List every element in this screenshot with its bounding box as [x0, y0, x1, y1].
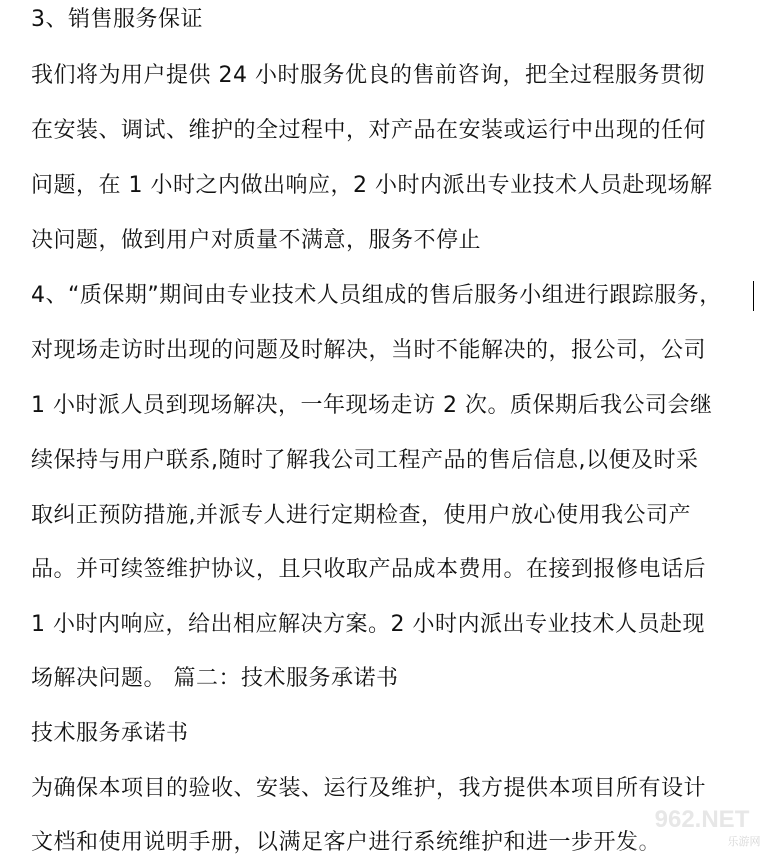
paragraph-line: 品。并可续签维护协议，且只收取产品成本费用。在接到报修电话后: [31, 557, 707, 582]
paragraph-line: 决问题，做到用户对质量不满意，服务不停止: [31, 228, 482, 253]
paragraph-line: 为确保本项目的验收、安装、运行及维护，我方提供本项目所有设计: [31, 776, 707, 801]
paragraph-line: 1 小时派人员到现场解决，一年现场走访 2 次。质保期后我公司会继: [31, 393, 713, 418]
watermark-text: 962.NET: [654, 806, 750, 833]
paragraph-line: 取纠正预防措施,并派专人进行定期检查，使用户放心使用我公司产: [31, 503, 691, 528]
watermark-logo: [632, 798, 772, 852]
text-cursor: [753, 281, 754, 311]
section-title: 技术服务承诺书: [31, 721, 189, 746]
paragraph-line: 在安装、调试、维护的全过程中，对产品在安装或运行中出现的任何: [31, 118, 707, 143]
paragraph-line: 续保持与用户联系,随时了解我公司工程产品的售后信息,以便及时采: [31, 448, 699, 473]
paragraph-line: 场解决问题。 篇二：技术服务承诺书: [31, 666, 399, 691]
paragraph-line: 问题，在 1 小时之内做出响应，2 小时内派出专业技术人员赴现场解: [31, 173, 713, 198]
paragraph-line: 文档和使用说明手册，以满足客户进行系统维护和进一步开发。: [31, 830, 662, 855]
paragraph-line: 对现场走访时出现的问题及时解决，当时不能解决的，报公司，公司: [31, 338, 707, 363]
paragraph-line: 4、“质保期”期间由专业技术人员组成的售后服务小组进行跟踪服务，: [31, 283, 722, 308]
section-heading: 3、销售服务保证: [31, 7, 203, 32]
watermark-subtext: 乐游网: [727, 835, 761, 848]
paragraph-line: 我们将为用户提供 24 小时服务优良的售前咨询，把全过程服务贯彻: [31, 63, 705, 88]
paragraph-line: 1 小时内响应，给出相应解决方案。2 小时内派出专业技术人员赴现: [31, 612, 705, 637]
